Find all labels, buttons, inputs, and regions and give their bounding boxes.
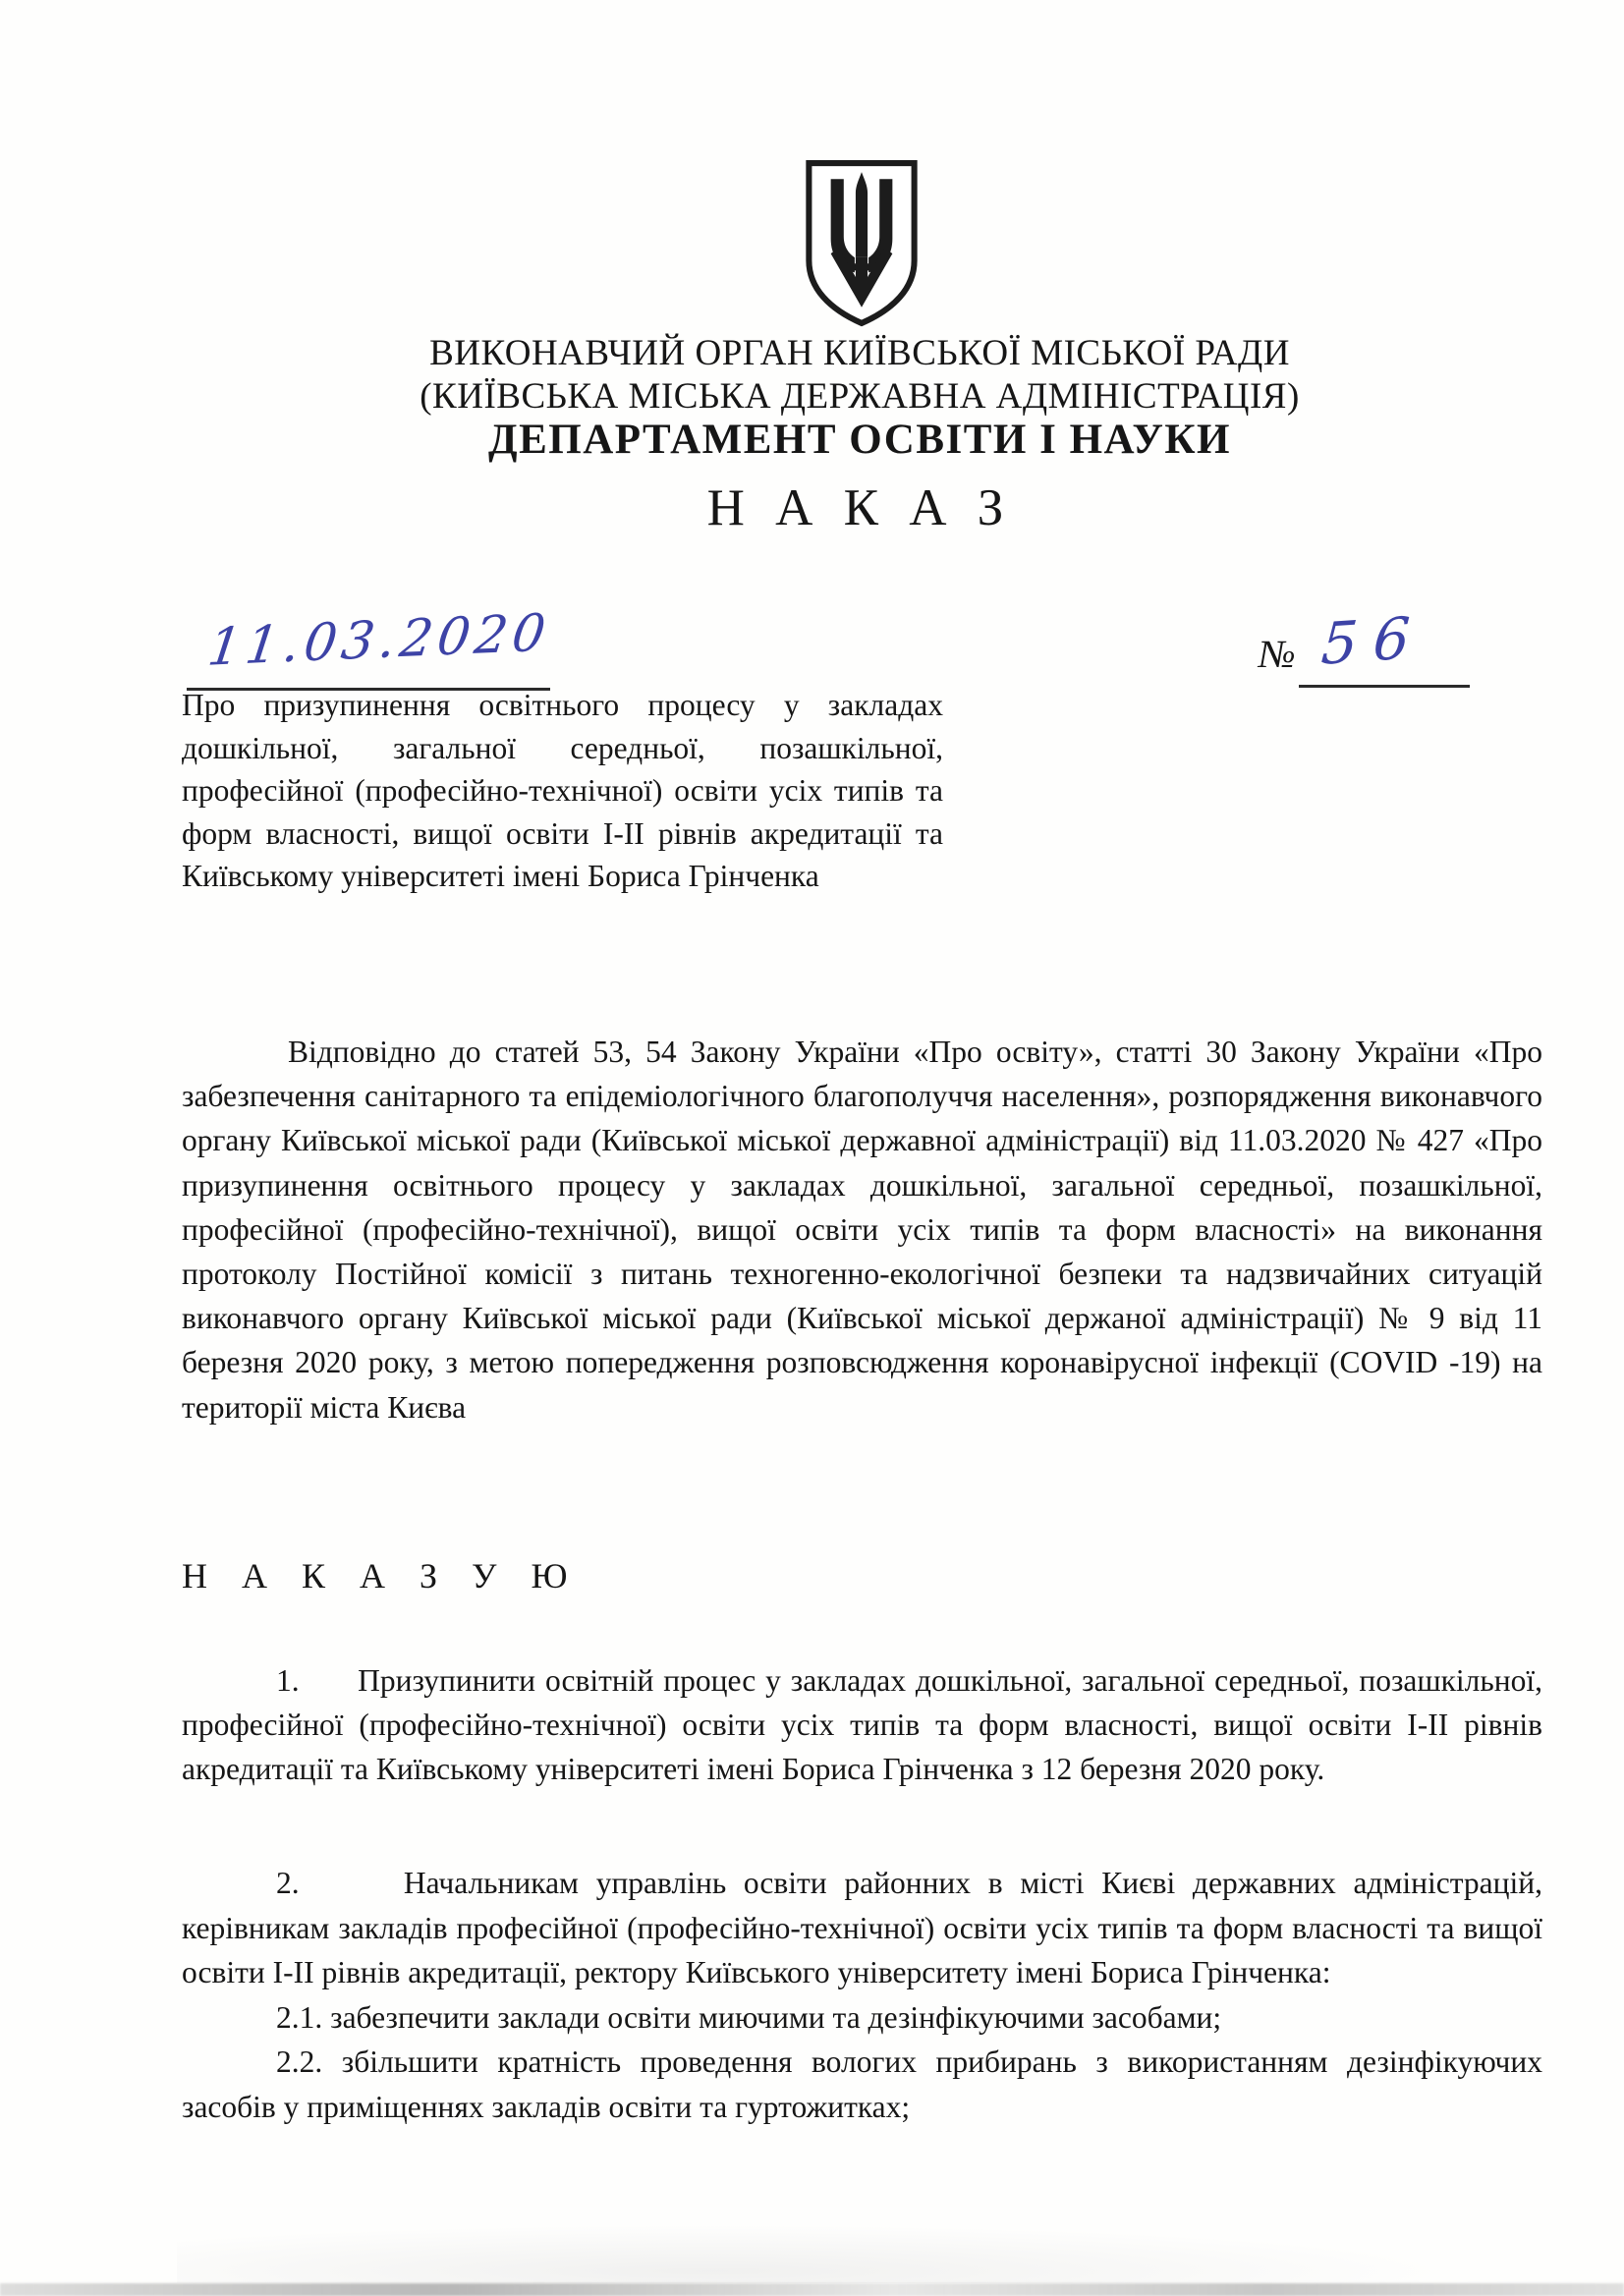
order-item-2: 2. Начальникам управлінь освіти районних в місті Києві державних адміністрацій, керівникам закладів професійної (професійно-технічної) освіти усіх типів та форм власності та вищої освіти І-ІІ рівнів акредитації, ректору Київського університету імені Бориса Грінченка:	[182, 1866, 1542, 1990]
coat-of-arms-emblem	[801, 157, 923, 328]
ukraine-trident-icon	[801, 157, 923, 328]
order-item-2-2: 2.2. збільшити кратність проведення вологих прибирань з використанням дезінфікуючих засобів у приміщеннях закладів освіти та гуртожитках;	[182, 2044, 1542, 2124]
handwritten-date: 11.03.2020	[204, 603, 554, 678]
scan-noise-haze	[177, 2224, 1454, 2283]
department-name: ДЕПАРТАМЕНТ ОСВІТИ І НАУКИ	[488, 417, 1231, 463]
document-type-title: Н А К А З	[706, 479, 1013, 536]
org-name-line2: (КИЇВСЬКА МІСЬКА ДЕРЖАВНА АДМІНІСТРАЦІЯ)	[420, 376, 1300, 417]
scan-edge-artifact	[0, 2283, 1624, 2296]
order-preamble: Відповідно до статей 53, 54 Закону України «Про освіту», статті 30 Закону України «Про забезпечення санітарного та епідеміологічного благополуччя населення», розпорядження виконавчого органу Київської міської ради (Київської міської державної адміністрації) від 11.03.2020 № 427 «Про призупинення освітнього процесу у закладах дошкільної, загальної середньої, позашкільної, професійної (професійно-технічної), вищої освіти усіх типів та форм власності» на виконання протоколу Постійної комісії з питань техногенно-екологічної безпеки та надзвичайних ситуацій виконавчого органу Київської міської ради (Київської міської держаної адміністрації) № 9 від 11 березня 2020 року, з метою попередження розповсюдження коронавірусної інфекції (COVID -19) на території міста Києва	[182, 1035, 1542, 1425]
order-subject: Про призупинення освітнього процесу у закладах дошкільної, загальної середньої, позашкільної, професійної (професійно-технічної) освіти усіх типів та форм власності, вищої освіти І-ІІ рівнів акредитації та Київському університеті імені Бориса Грінченка	[182, 688, 943, 894]
order-item-2-1: 2.1. забезпечити заклади освіти миючими та дезінфікуючими засобами;	[276, 1999, 1222, 2035]
order-item-1: 1. Призупинити освітній процес у закладах дошкільної, загальної середньої, позашкільної, професійної (професійно-технічної) освіти усіх типів та форм власності, вищої освіти І-ІІ рівнів акредитації та Київському університеті імені Бориса Грінченка з 12 березня 2020 року.	[182, 1663, 1542, 1786]
handwritten-number: 56	[1318, 603, 1428, 678]
order-item-2-group	[182, 1861, 1542, 2130]
number-sign-label: №	[1259, 632, 1296, 676]
order-heading: Н А К А З У Ю	[182, 1556, 581, 1596]
org-name-line1: ВИКОНАВЧИЙ ОРГАН КИЇВСЬКОЇ МІСЬКОЇ РАДИ	[429, 333, 1290, 373]
number-underline	[1299, 685, 1470, 688]
